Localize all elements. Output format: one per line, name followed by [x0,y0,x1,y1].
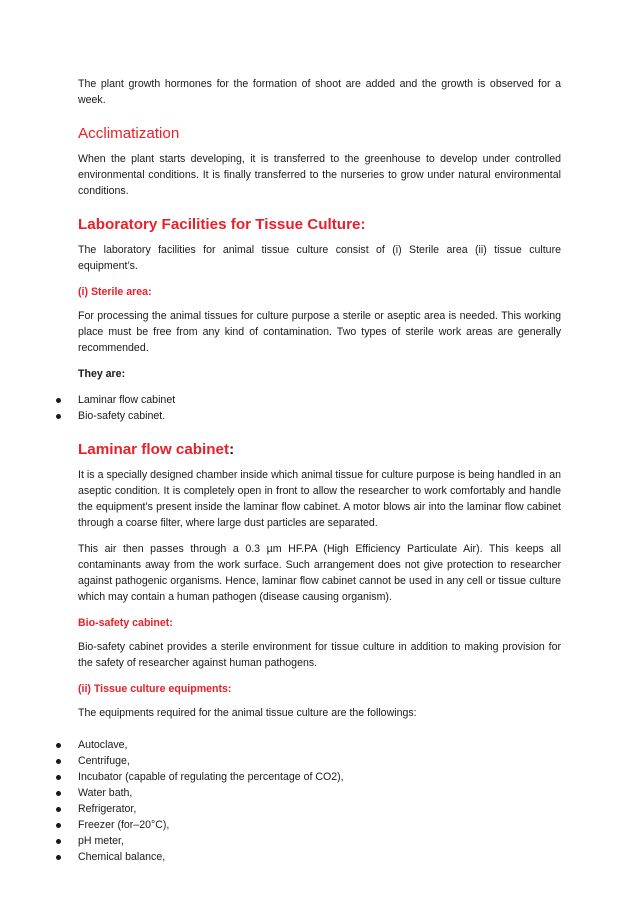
bullet-icon [56,791,61,796]
list-item: Refrigerator, [0,801,561,817]
equipments-list [0,737,561,865]
bullet-icon [56,823,61,828]
bullet-icon [56,414,61,419]
list-item: Centrifuge, [0,753,561,769]
list-item: Water bath, [0,785,561,801]
biosafety-paragraph: Bio-safety cabinet provides a sterile environment for tissue culture in addition to making provision for the safety of researcher against human pathogens. [78,641,561,669]
bullet-icon [56,398,61,403]
bullet-icon [56,759,61,764]
page-content [78,76,561,875]
list-item: Freezer (for–20°C), [0,817,561,833]
laminar-paragraph-2: This air then passes through a 0.3 µm HF.PA (High Efficiency Particulate Air). This keeps all contaminants away from the work surface. Such arrangement does not give protection to researcher against pathogenic organisms. Hence, laminar flow cabinet cannot be used in any cell or tissue culture which may contain a human pathogen (disease causing organism). [78,543,561,603]
sterile-area-heading: (i) Sterile area: [78,286,152,298]
equipments-heading: (ii) Tissue culture equipments: [78,683,232,695]
bullet-icon [56,839,61,844]
bullet-icon [56,855,61,860]
list-item: Autoclave, [0,737,561,753]
bullet-icon [56,743,61,748]
biosafety-heading: Bio-safety cabinet: [78,617,173,629]
laminar-flow-heading: Laminar flow cabinet: [78,441,235,458]
sterile-area-paragraph: For processing the animal tissues for culture purpose a sterile or aseptic area is needed. This working place must be free from any kind of contamination. Two types of sterile work areas are generally recommended. [78,310,561,354]
lab-facilities-paragraph: The laboratory facilities for animal tissue culture consist of (i) Sterile area (ii) tissue culture equipment’s. [78,244,561,272]
intro-paragraph: The plant growth hormones for the formation of shoot are added and the growth is observed for a week. [78,78,561,106]
list-item: Laminar flow cabinet [0,392,561,408]
sterile-area-list [0,392,561,424]
lab-facilities-heading: Laboratory Facilities for Tissue Culture: [78,216,366,233]
they-are-label: They are: [78,368,126,380]
bullet-icon [56,775,61,780]
acclimatization-paragraph: When the plant starts developing, it is transferred to the greenhouse to develop under controlled environmental conditions. It is finally transferred to the nurseries to grow under natural environmental conditions. [78,153,561,197]
bullet-icon [56,807,61,812]
list-item: Bio-safety cabinet. [0,408,561,424]
list-item: Incubator (capable of regulating the percentage of CO2), [0,769,561,785]
laminar-paragraph-1: It is a specially designed chamber inside which animal tissue for culture purpose is being handled in an aseptic condition. It is completely open in front to allow the researcher to work comfortably and handle the equipment’s present inside the laminar flow cabinet. A motor blows air into the laminar flow cabinet through a coarse filter, where large dust particles are separated. [78,469,561,529]
acclimatization-heading: Acclimatization [78,125,180,142]
list-item: Chemical balance, [0,849,561,865]
equipments-paragraph: The equipments required for the animal tissue culture are the followings: [78,707,417,719]
list-item: pH meter, [0,833,561,849]
